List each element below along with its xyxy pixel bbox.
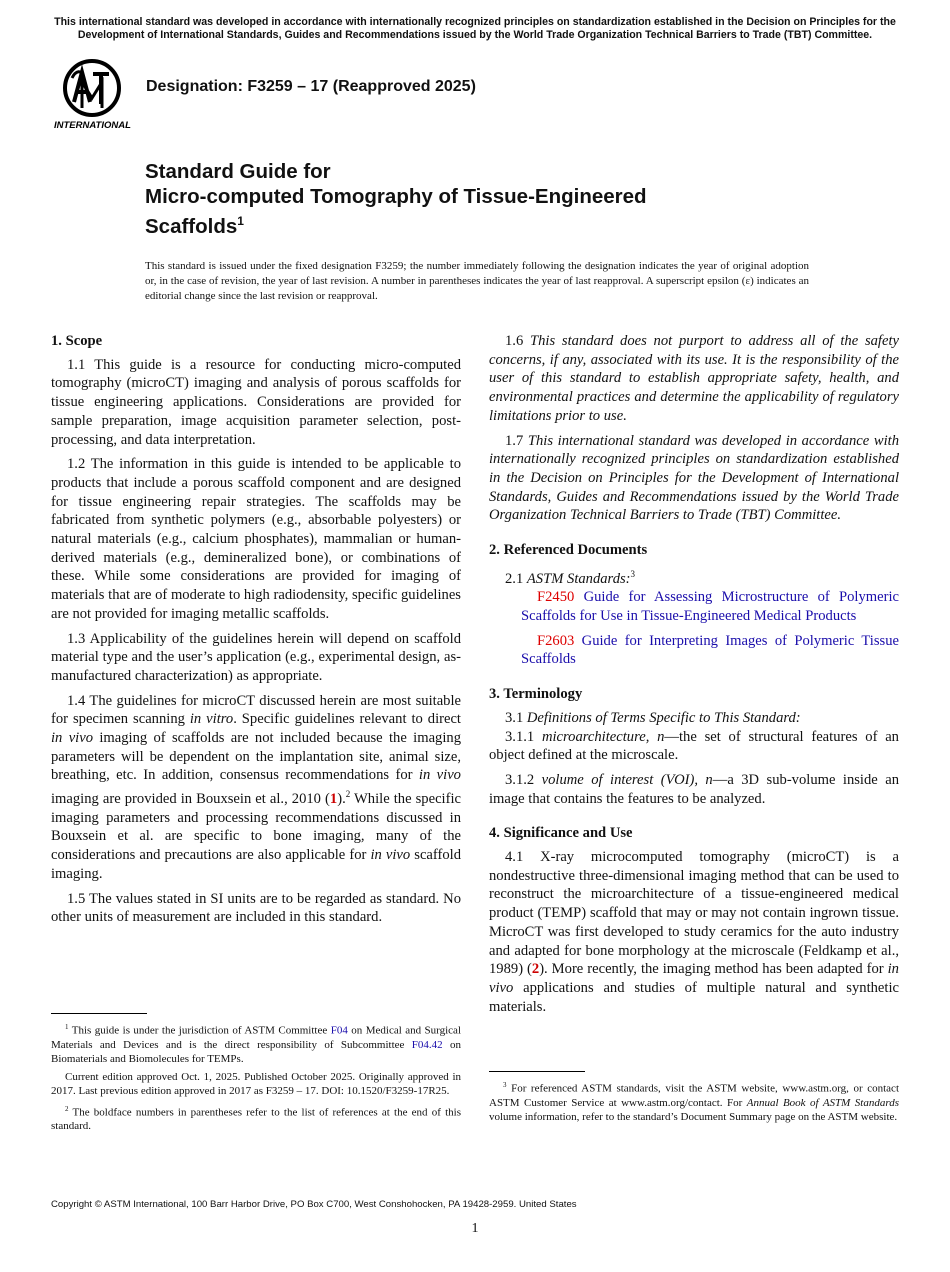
copyright-line: Copyright © ASTM International, 100 Barr Harbor Drive, PO Box C700, West Conshohocken, PA 19428-2959. United States <box>51 1199 577 1210</box>
left-column <box>51 332 461 933</box>
section-2-heading: 2. Referenced Documents <box>489 542 648 559</box>
para-1-3: 1.3 Applicability of the guidelines herein will depend on scaffold material type and the user’s application (e.g., experimental design, as-manufactured characterization) as appropriate. <box>51 630 461 684</box>
issue-note: This standard is issued under the fixed designation F3259; the number immediately following the designation indicates the year of original adoption or, in the case of revision, the year of last revision. A number in parentheses indicates the year of last reapproval. A superscript epsilon (ε) indicates an editorial change since the last revision or reapproval. <box>145 260 809 302</box>
footnote-1: $^1$ This guide is under the jurisdiction of ASTM Committee F04 on Medical and Surgical Materials and Devices and is the direct responsibility of Subcommittee F04.42 on Biomaterials and Biomolecules for TEMPs. <box>51 1023 462 1065</box>
document-title <box>145 160 647 239</box>
para-1-4: 1.4 The guidelines for microCT discussed herein are most suitable for specimen scanning in vitro. Specific guidelines relevant to direct in vivo imaging of scaffolds are not included because the imaging parameters will be dependent on the implantation site, animal size, breathing, etc. In addition, consensus recommendations for in vivo imaging are provided in Bouxsein et al., 2010 (1).$^2$ While the specific imaging parameters and processing recommendations discussed in Bouxsein et al. are specific to bone imaging, many of the considerations and precautions are also applicable for in vivo scaffold imaging. <box>51 692 462 882</box>
para-2-1: 2.1 ASTM Standards:$^3$ <box>505 568 636 587</box>
para-1-2: 1.2 The information in this guide is intended to be applicable to products that include a porous scaffold component and are designed for tissue engineering repair strategies. The scaffolds may be fabricated from synthetic polymers (e.g., absorbable polyesters) or natural materials (e.g., calcium phosphates), mammalian or human-derived materials (e.g., demineralized bone), or combinations of these. While some considerations are provided for imaging of materials that are of moderate to high radiodensity, specific guidelines are not provided for imaging metallic scaffolds. <box>51 456 461 622</box>
footnote-3: $^3$ For referenced ASTM standards, visit the ASTM website, www.astm.org, or contact ASTM Customer Service at www.astm.org/contact. For Annual Book of ASTM Standards volume information, refer to the standard’s Document Summary page on the ASTM website. <box>489 1081 899 1123</box>
footnote-rule <box>51 1013 147 1014</box>
footnote-1-edition: Current edition approved Oct. 1, 2025. Published October 2025. Originally approved in 2017. Last previous edition approved in 2017 as F3259 – 17. DOI: 10.1520/F3259-17R25. <box>51 1070 461 1097</box>
svg-text:INTERNATIONAL: INTERNATIONAL <box>54 120 131 131</box>
title-line-3: Scaffolds$^1$ <box>145 214 244 238</box>
ref-item-f2450[interactable]: F2450 Guide for Assessing Microstructure of Polymeric Scaffolds for Use in Tissue-Engineered Medical Products <box>521 589 899 624</box>
ref-item-f2603[interactable]: F2603 Guide for Interpreting Images of Polymeric Tissue Scaffolds <box>521 632 899 668</box>
top-notice: This international standard was developed in accordance with internationally recognized principles on standardization established in the Decision on Principles for the Development of International Standards, Guides and Recommendations issued by the World Trade Organization Technical Barriers to Trade (TBT) Committee. <box>54 16 896 41</box>
astm-logo <box>52 58 136 132</box>
footnote-ref-3[interactable]: 3 <box>630 568 636 579</box>
footnote-ref-2[interactable]: 2 <box>345 789 351 800</box>
designation: Designation: F3259 – 17 (Reapproved 2025) <box>146 78 476 95</box>
footnote-rule <box>489 1071 585 1072</box>
footnotes-left <box>51 1005 461 1137</box>
title-line-2: Micro-computed Tomography of Tissue-Engineered <box>145 184 647 208</box>
para-1-7: 1.7 This international standard was developed in accordance with internationally recognized principles on standardization established in the Decision on Principles for the Development of International Standards, Guides and Recommendations issued by the World Trade Organization Technical Barriers to Trade (TBT) Committee. <box>489 432 900 524</box>
footnotes-right <box>489 1063 899 1128</box>
para-3-1: 3.1 Definitions of Terms Specific to This Standard: <box>505 709 801 726</box>
page-number: 1 <box>471 1221 479 1236</box>
para-3-1-1: 3.1.1 microarchitecture, n—the set of structural features of an object defined at the microscale. <box>489 728 899 764</box>
right-column <box>489 332 899 1022</box>
title-footnote-ref[interactable]: 1 <box>237 214 244 228</box>
footnote-2: $^2$ The boldface numbers in parentheses refer to the list of references at the end of this standard. <box>51 1104 461 1133</box>
para-4-1: 4.1 X-ray microcomputed tomography (microCT) is a nondestructive three-dimensional imaging method that can be used to reconstruct the microarchitecture of a tissue-engineered medical product (TEMP) scaffold that may or may not contain ingrown tissue. MicroCT was first developed to study ceramics for the auto industry and adapted for bone morphology at the microscale (Feldkamp et al., 1989) (2). More recently, the imaging method has been adapted for in vivo applications and studies of multiple natural and synthetic materials. <box>489 849 899 1015</box>
section-4-heading: 4. Significance and Use <box>489 825 633 842</box>
para-1-1: 1.1 This guide is a resource for conducting micro-computed tomography (microCT) imaging and analysis of porous scaffolds for tissue engineering applications. Considerations are provided for sample preparation, image acquisition parameter selection, post-processing, and data interpretation. <box>51 356 461 448</box>
para-1-6: 1.6 This standard does not purport to address all of the safety concerns, if any, associated with its use. It is the responsibility of the user of this standard to establish appropriate safety, health, and environmental practices and determine the applicability of regulatory limitations prior to use. <box>489 333 899 424</box>
reference-link-2[interactable]: 2 <box>531 961 540 978</box>
committee-link-f04[interactable]: F04 <box>330 1024 348 1037</box>
astm-logo-icon <box>52 58 136 132</box>
section-3-heading: 3. Terminology <box>489 686 583 703</box>
title-line-1: Standard Guide for <box>145 160 331 183</box>
para-3-1-2: 3.1.2 volume of interest (VOI), n—a 3D sub-volume inside an image that contains the features to be analyzed. <box>489 771 899 807</box>
subcommittee-link-f04-42[interactable]: F04.42 <box>411 1038 443 1051</box>
para-1-5: 1.5 The values stated in SI units are to be regarded as standard. No other units of measurement are included in this standard. <box>51 890 461 926</box>
section-1-heading: 1. Scope <box>51 333 103 349</box>
reference-link-1[interactable]: 1 <box>329 791 338 808</box>
